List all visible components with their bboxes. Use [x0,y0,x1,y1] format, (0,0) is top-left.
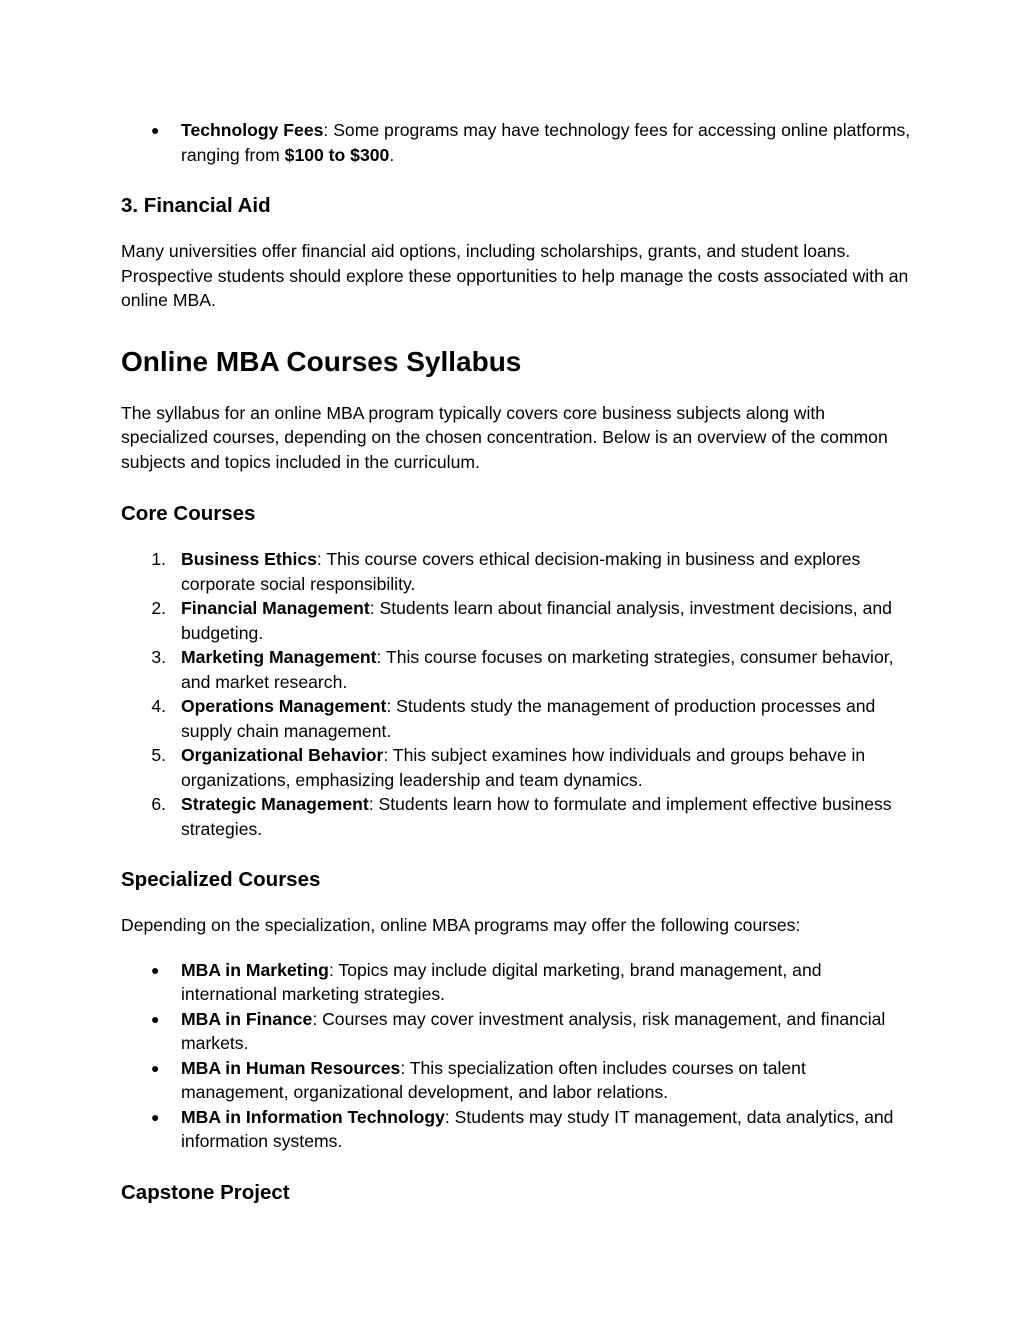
list-number: 1. [151,549,166,569]
list-item [121,792,911,841]
specialization-term: MBA in Marketing [181,959,329,980]
list-item-text: : Some programs may have technology fees for accessing online platforms, ranging from [181,120,911,165]
specialization-description: : Students may study IT management, data analytics, and information systems. [181,1106,894,1151]
course-term: Operations Management [181,696,387,716]
specialization-description: : Courses may cover investment analysis, risk management, and financial markets. [181,1008,886,1053]
list-item [121,1056,911,1105]
bullet-icon: ● [151,1010,160,1027]
course-description: : This subject examines how individuals and groups behave in organizations, emphasizing leadership and team dynamics. [181,745,866,790]
course-description: : Students learn about financial analysis, investment decisions, and budgeting. [181,598,892,643]
list-number: 3. [151,647,166,667]
course-term: Marketing Management [181,647,377,667]
fee-range: $100 to $300 [284,144,390,165]
specialized-courses-list [121,958,911,1154]
tech-fees-list [121,118,911,167]
specialization-term: MBA in Information Technology [181,1106,445,1127]
specialized-courses-paragraph: Depending on the specialization, online MBA programs may offer the following courses: [121,915,801,935]
bullet-icon: ● [151,1108,160,1125]
list-item-text-end: . [389,144,395,165]
course-term: Business Ethics [181,549,317,569]
financial-aid-heading: 3. Financial Aid [121,194,271,217]
specialization-description: : Topics may include digital marketing, brand management, and international marketing strategies. [181,959,822,1004]
core-courses-list [121,547,911,841]
list-item [121,1007,911,1056]
course-term: Organizational Behavior [181,745,384,765]
specialization-description: : This specialization often includes courses on talent management, organizational development, and labor relations. [181,1057,806,1102]
financial-aid-paragraph: Many universities offer financial aid options, including scholarships, grants, and student loans. Prospective students should explore these opportunities to help manage the costs associated with an online MBA. [121,241,909,310]
bullet-icon: ● [151,961,160,978]
core-courses-heading: Core Courses [121,502,256,525]
document-page [121,118,911,1206]
list-item [121,743,911,792]
list-item [121,694,911,743]
syllabus-title: Online MBA Courses Syllabus [121,345,522,377]
list-number: 4. [151,696,166,716]
syllabus-paragraph: The syllabus for an online MBA program typically covers core business subjects along with specialized courses, depending on the chosen concentration. Below is an overview of the common subjects and topics included in the curriculum. [121,402,888,472]
list-item [121,645,911,694]
course-description: : Students learn how to formulate and implement effective business strategies. [181,794,892,839]
specialized-courses-heading: Specialized Courses [121,868,321,891]
list-item [121,1105,911,1154]
course-description: : This course focuses on marketing strategies, consumer behavior, and market research. [181,647,894,692]
list-item [121,547,911,596]
specialization-term: MBA in Finance [181,1008,313,1029]
course-term: Strategic Management [181,794,369,814]
list-number: 2. [151,598,166,618]
list-number: 5. [151,745,166,765]
list-number: 6. [151,794,166,814]
course-term: Financial Management [181,598,370,618]
list-item [121,118,911,167]
bullet-icon: ● [151,122,160,138]
capstone-heading: Capstone Project [121,1180,290,1204]
list-item [121,596,911,645]
bullet-icon: ● [151,1059,160,1076]
list-item-term: Technology Fees [181,120,324,140]
specialization-term: MBA in Human Resources [181,1057,401,1078]
course-description: : Students study the management of production processes and supply chain management. [181,696,876,741]
course-description: : This course covers ethical decision-making in business and explores corporate social responsibility. [181,549,861,594]
list-item [121,958,911,1007]
